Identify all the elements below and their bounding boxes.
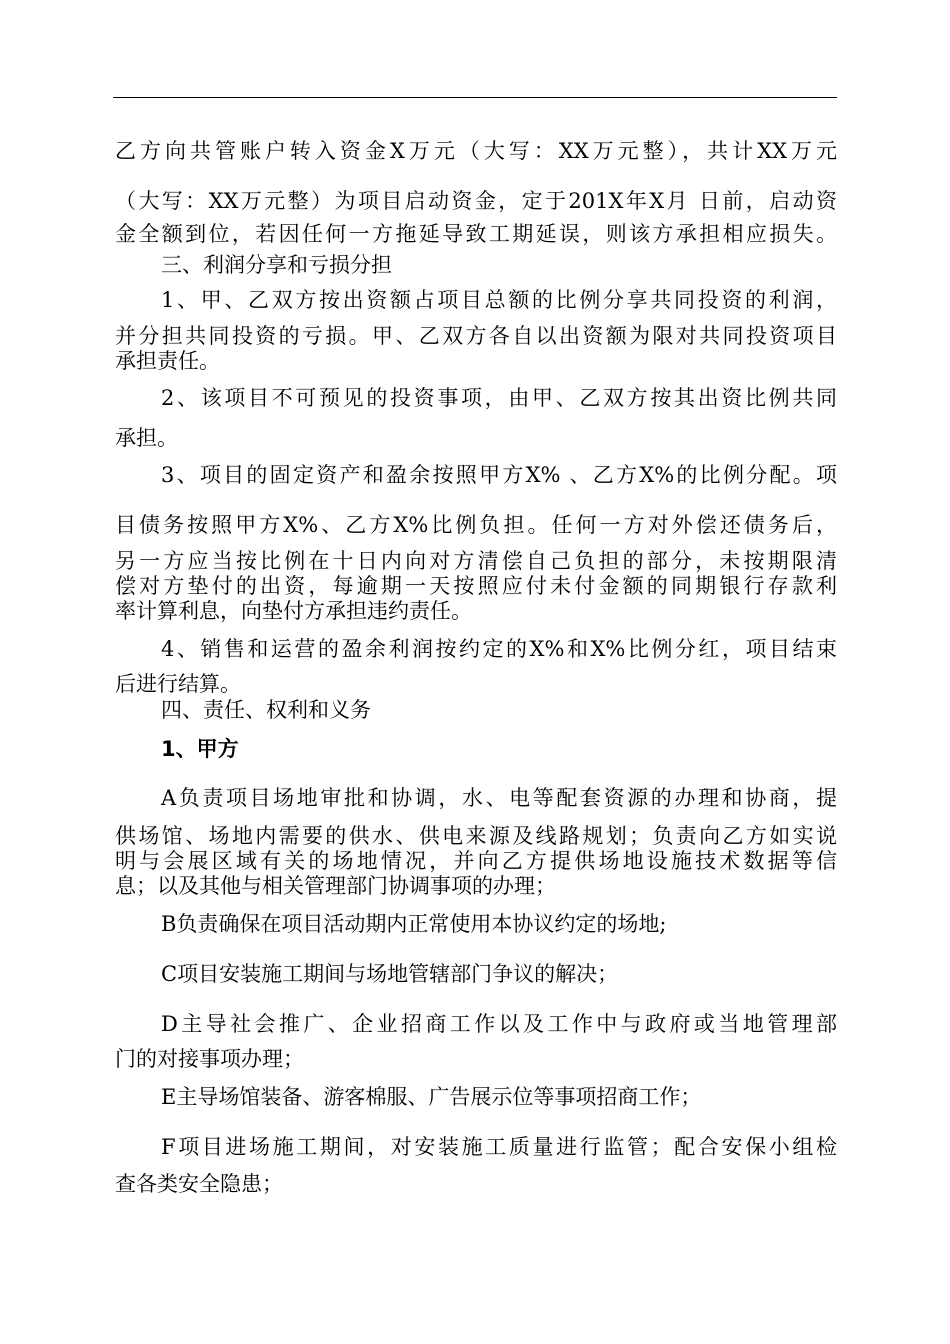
body-line: 并分担共同投资的亏损。甲、乙双方各自以出资额为限对共同投资项目 [115, 324, 837, 348]
section-heading-profit-loss: 三、利润分享和亏损分担 [161, 253, 392, 277]
body-line: 查各类安全隐患； [115, 1172, 283, 1196]
body-line: 3、项目的固定资产和盈余按照甲方X% 、乙方X%的比例分配。项 [161, 463, 837, 487]
body-line: （大写：XX万元整）为项目启动资金，定于201X年X月 日前，启动资 [115, 189, 837, 213]
body-line: 乙方向共管账户转入资金X万元（大写：XX万元整），共计XX万元 [115, 139, 837, 163]
body-line: C项目安装施工期间与场地管辖部门争议的解决； [161, 962, 619, 986]
body-line: A负责项目场地审批和协调，水、电等配套资源的办理和协商，提 [161, 786, 837, 810]
body-line: 1、甲、乙双方按出资额占项目总额的比例分享共同投资的利润， [161, 288, 837, 312]
body-line: D主导社会推广、企业招商工作以及工作中与政府或当地管理部 [161, 1012, 837, 1036]
body-line: E主导场馆装备、游客棉服、广告展示位等事项招商工作； [161, 1085, 702, 1109]
body-line: 4、销售和运营的盈余利润按约定的X%和X%比例分红，项目结束 [161, 637, 837, 661]
body-line: 后进行结算。 [115, 672, 241, 696]
body-line: 金全额到位，若因任何一方拖延导致工期延误，则该方承担相应损失。 [115, 222, 837, 246]
body-line: 2、该项目不可预见的投资事项，由甲、乙双方按其出资比例共同 [161, 386, 837, 410]
body-line: 另一方应当按比例在十日内向对方清偿自己负担的部分，未按期限清 [115, 549, 837, 573]
body-line: 供场馆、场地内需要的供水、供电来源及线路规划；负责向乙方如实说 [115, 824, 837, 848]
body-line: 率计算利息，向垫付方承担违约责任。 [115, 599, 472, 623]
header-divider [113, 97, 837, 98]
body-line: F项目进场施工期间，对安装施工质量进行监管；配合安保小组检 [161, 1135, 837, 1159]
body-line: 偿对方垫付的出资，每逾期一天按照应付未付金额的同期银行存款利 [115, 574, 837, 598]
body-line: 息；以及其他与相关管理部门协调事项的办理； [115, 874, 556, 898]
body-line: B负责确保在项目活动期内正常使用本协议约定的场地; [161, 912, 667, 936]
body-line: 承担责任。 [115, 349, 220, 373]
body-line: 明与会展区域有关的场地情况，并向乙方提供场地设施技术数据等信 [115, 849, 837, 873]
subheading-party-a: 1、甲方 [161, 737, 239, 761]
section-heading-duties: 四、责任、权利和义务 [161, 698, 371, 722]
body-line: 门的对接事项办理； [115, 1047, 304, 1071]
body-line: 承担。 [115, 426, 178, 450]
body-line: 目债务按照甲方X%、乙方X%比例负担。任何一方对外偿还债务后， [115, 513, 837, 537]
